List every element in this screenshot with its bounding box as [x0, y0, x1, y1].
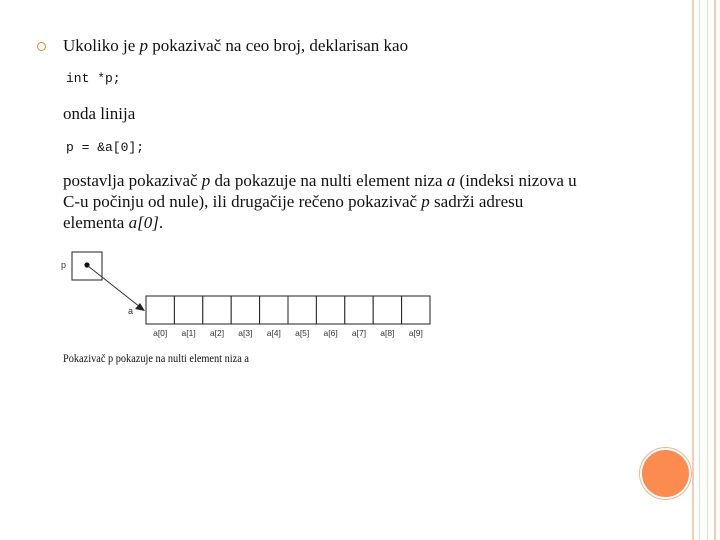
array-label: a [128, 306, 134, 316]
array-cell [231, 296, 259, 324]
array-index-label: a[2] [209, 328, 225, 338]
array-cell [146, 296, 174, 324]
frame-line [714, 0, 716, 540]
array-cell [288, 296, 316, 324]
array-cells [146, 296, 430, 324]
frame-line [699, 0, 700, 540]
array-index-label: a[0] [153, 328, 168, 338]
figure-caption: Pokazivač p pokazuje na nulti element niza a [63, 351, 249, 365]
array-cell [316, 296, 344, 324]
para-line-3: elementa a[0]. [63, 213, 164, 232]
pointer-label: p [61, 260, 67, 270]
pointer-array-diagram [58, 248, 438, 353]
array-cell [260, 296, 288, 324]
array-cell [402, 296, 430, 324]
intro-text-end: pokazivač na ceo broj, deklarisan kao [148, 36, 409, 55]
array-index-label: a[7] [351, 328, 367, 338]
array-index-label: a[9] [408, 328, 423, 338]
code-declaration: int *p; [66, 71, 121, 86]
array-index-label: a[4] [266, 328, 281, 338]
array-cell [174, 296, 202, 324]
array-index-label: a[1] [181, 328, 196, 338]
code-assignment: p = &a[0]; [66, 140, 145, 155]
array-index-label: a[3] [238, 328, 253, 338]
intro-text: Ukoliko je [63, 36, 140, 55]
array-index-label: a[6] [323, 328, 338, 338]
intro-line [63, 36, 408, 56]
diagram-svg [58, 248, 438, 353]
then-line: onda linija [63, 104, 136, 123]
frame-line [692, 0, 694, 540]
array-cell [373, 296, 401, 324]
array-cell [345, 296, 373, 324]
orange-circle-decoration [640, 448, 691, 499]
pointer-arrow [88, 266, 140, 307]
array-index-labels [153, 328, 423, 338]
array-index-label: a[5] [295, 328, 310, 338]
para-line-1: postavlja pokazivač p da pokazuje na nulti element niza a (indeksi nizova u [63, 171, 577, 190]
array-cell [203, 296, 231, 324]
frame-line [707, 0, 708, 540]
para-line-2: C-u počinju od nule), ili drugačije rečeno pokazivač p sadrži adresu [63, 192, 524, 211]
circle-bullet-icon [37, 42, 46, 51]
array-index-label: a[8] [380, 328, 395, 338]
var-p: p [139, 36, 148, 55]
explanation-paragraph [63, 170, 623, 233]
